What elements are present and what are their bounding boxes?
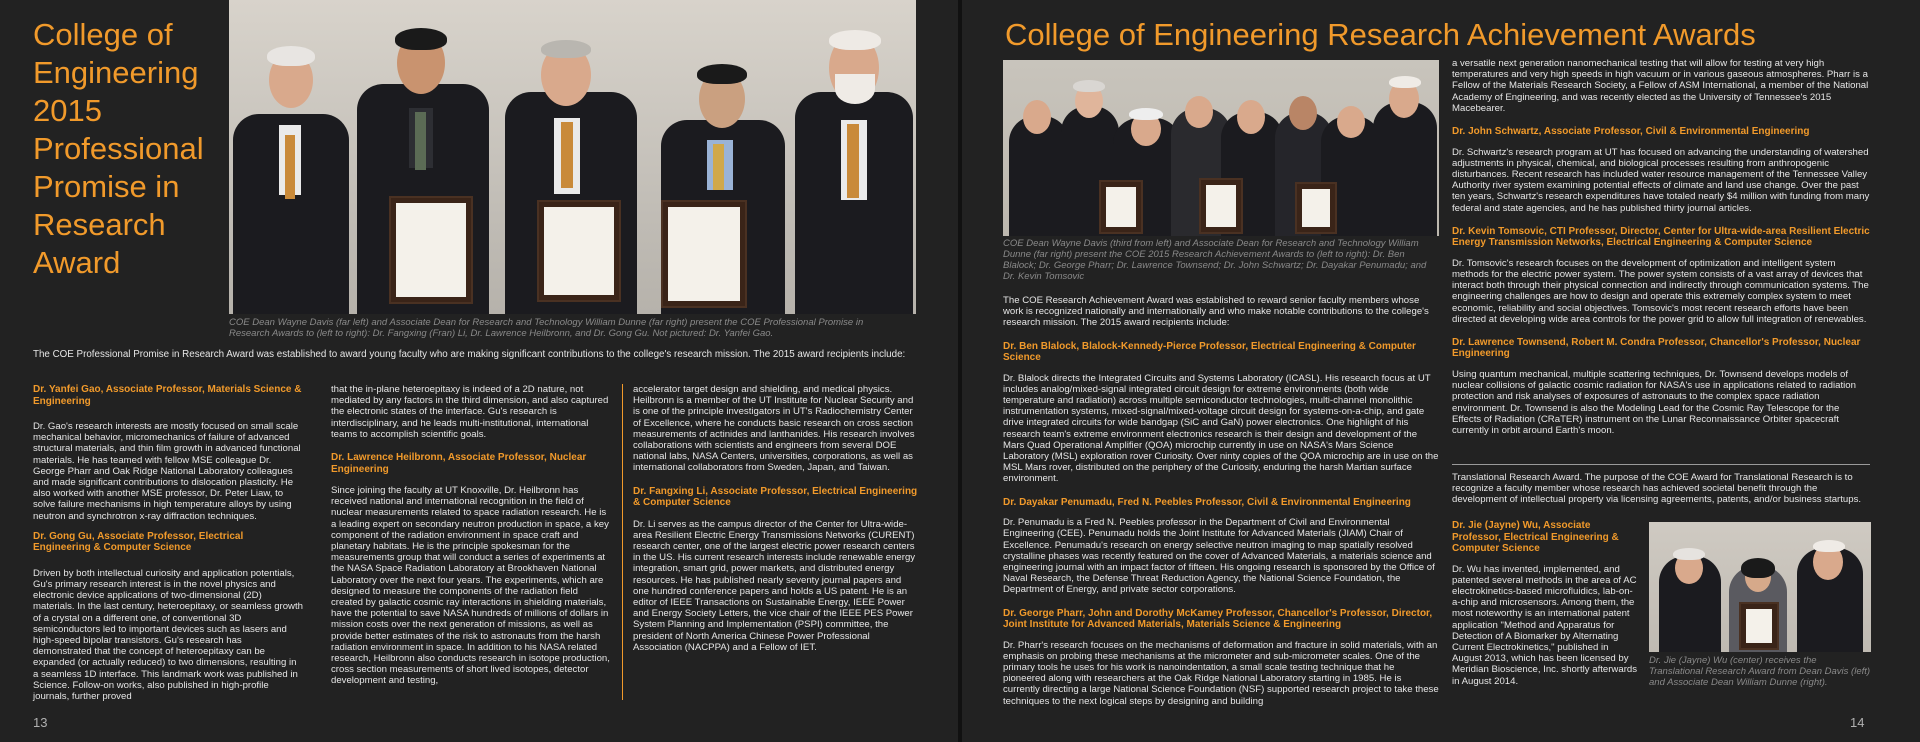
promise-intro: The COE Professional Promise in Research Award was established to award young faculty who are making significant contributions to the college's research mission. The 2015 award recipients include: — [33, 349, 906, 360]
translational-divider — [1452, 464, 1870, 465]
blalock-heading: Dr. Ben Blalock, Blalock-Kennedy-Pierce Professor, Electrical Engineering & Computer Science — [1003, 340, 1416, 364]
translational-award-photo — [1649, 522, 1871, 652]
tomsovic-bio: Dr. Tomsovic's research focuses on the development of optimization and intelligent system methods for the electric power system. The power system consists of a vast array of devices that interact both through their physical connection and indirectly through communication systems. The engineering challenges are how to design and operate this extremely complex system to meet economic, reliability and social objectives. Tomsovic's most recent research efforts have been directed at developing wide area controls for the power grid to allow full integration of renewables. — [1452, 257, 1869, 325]
gao-bio: Dr. Gao's research interests are mostly focused on small scale mechanical behavior, micromechanics of failure of advanced structural materials, and thin film growth in advanced functional materials. He has teamed with fellow MSE colleague Dr. George Pharr and Oak Ridge National Laboratory colleagues and made significant contributions to dislocation plasticity. He also worked with another MSE professor, Dr. Peter Liaw, to solve failure mechanisms in high temperature alloys by using neutron and synchrotron x-ray diffraction techniques. — [33, 421, 301, 522]
gu-bio-cont: that the in-plane heteroepitaxy is indeed of a 2D nature, not mediated by any factors in the third dimension, and also captured the electronic states of the interface. Gu's research is interdisciplinary, and he leads multi-institutional, international teams to accomplish scientific goals. — [331, 384, 609, 440]
pharr-bio: Dr. Pharr's research focuses on the mechanisms of deformation and fracture in solid materials, with an emphasis on probing these mechanisms at the micrometer and sub-micrometer scales. One of the primary tools he uses for his work is nanoindentation, a small scale testing technique that he pioneered along with researchers at the Oak Ridge National Laboratory starting in 1985. He is currently directing a large National Science Foundation (NSF) supported research project to take these techniques to the next logical steps by designing and building — [1003, 639, 1439, 707]
wu-photo-caption: Dr. Jie (Jayne) Wu (center) receives the Translational Research Award from Dean Davis (left) and Associate Dean William Dunne (right). — [1649, 655, 1871, 688]
promise-award-photo — [229, 0, 916, 314]
translational-intro: Translational Research Award. The purpose of the COE Award for Translational Research is to recognize a faculty member whose research has achieved societal benefit through the development of intellectual property via licensing agreements, patents, and/or business startups. — [1452, 472, 1862, 506]
left-column-3 — [633, 384, 918, 662]
wu-heading: Dr. Jie (Jayne) Wu, Associate Professor, Electrical Engineering & Computer Science — [1452, 520, 1619, 554]
schwartz-bio: Dr. Schwartz's research program at UT has focused on advancing the understanding of watershed adjustments in physical, chemical, and biological processes resulting from anthropogenic disturbances. Recent research has included water resource management of the Tennessee Valley Authority river system examining potential effects of climate and land use change. Over the past ten years, Schwartz's research expenditures have totaled nearly $4 million with funding from many federal and state agencies, and he has published thirty journal articles. — [1452, 146, 1870, 214]
right-column-2 — [1452, 58, 1870, 445]
right-page-title: College of Engineering Research Achievement Awards — [1005, 17, 1756, 52]
pharr-bio-cont: a versatile next generation nanomechanical testing that will allow for testing at very high temperatures and very high speeds in high vacuum or in various gaseous atmospheres. Pharr is a Fellow of the Materials Research Society, a Fellow of ASM International, a member of the National Academy of Engineering, and was recently elected as the University of Tennessee's 2015 Macebearer. — [1452, 58, 1869, 114]
wu-bio: Dr. Wu has invented, implemented, and patented several methods in the area of AC electrokinetics-based microfluidics, lab-on-a-chip and microsensors. Among them, the most noteworthy is an international patent application "Method and Apparatus for Detection of A Biomarker by Alternating Current Electrokinetics," published in August 2013, which has been licensed by Meridian Bioscience, Inc. shortly afterwards in August 2014. — [1452, 563, 1638, 687]
tomsovic-heading: Dr. Kevin Tomsovic, CTI Professor, Director, Center for Ultra-wide-area Resilient Electric Energy Transmission Networks, Electrical Engineering & Computer Science — [1452, 225, 1870, 249]
achievement-photo-caption: COE Dean Wayne Davis (third from left) and Associate Dean for Research and Technology William Dunne (far right) present the COE 2015 Research Achievement Awards to (left to right): Dr. Ben Blalock; Dr. George Pharr; Dr. Lawrence Townsend; Dr. John Schwartz; Dr. Dayakar Penumadu; and Dr. Kevin Tomsovic — [1003, 238, 1427, 282]
gu-bio: Driven by both intellectual curiosity and application potentials, Gu's primary research interest is in the novel physics and electronic device applications of two-dimensional (2D) materials. In the last century, heteroepitaxy, or seamless growth of a crystal on a different one, of conventional 3D semiconductors led to important devices such as lasers and high-speed bipolar transistors. Gu's research has demonstrated that the concept of heteroepitaxy can be expanded (or actually reduced) to two dimensions, resulting in a seamless 1D interface. This landmark work was published in Science. Follow-on works, also published in high-profile journals, further proved — [33, 567, 303, 703]
penumadu-bio: Dr. Penumadu is a Fred N. Peebles professor in the Department of Civil and Environmental Engineering (CEE). Penumadu holds the Joint Institute for Advanced Materials (JIAM) Chair of Excellence. Penumadu's research on energy selective neutron imaging to map spatially resolved crystalline phases was recently featured on the cover of Advanced Materials, a materials science and engineering journal with an impact factor of fifteen. His ongoing research is sponsored by the Office of Naval Research, the Defense Threat Reduction Agency, the National Science Foundation, the Department of Energy, and private sector corporations. — [1003, 517, 1435, 596]
right-column-1 — [1003, 295, 1439, 716]
schwartz-heading: Dr. John Schwartz, Associate Professor, Civil & Environmental Engineering — [1452, 126, 1810, 138]
page-number-left: 13 — [33, 715, 48, 730]
heilbronn-heading: Dr. Lawrence Heilbronn, Associate Professor, Nuclear Engineering — [331, 452, 587, 475]
achievement-intro: The COE Research Achievement Award was established to reward senior faculty members whose work is recognized nationally and internationally and who make notable contributions to the college's research mission. The 2015 award recipients include: — [1003, 295, 1429, 329]
left-column-1 — [33, 384, 303, 711]
left-column-2 — [331, 384, 611, 696]
penumadu-heading: Dr. Dayakar Penumadu, Fred N. Peebles Professor, Civil & Environmental Engineering — [1003, 496, 1411, 508]
townsend-bio: Using quantum mechanical, multiple scattering techniques, Dr. Townsend develops models of nuclear collisions of galactic cosmic radiation for NASA's use in applications related to radiation protection and risk analyses of exposures of astronauts to the complex space radiation environment. Dr. Townsend is also the Modeling Lead for the Cosmic Ray Telescope for the Effects of Radiation (CRaTER) instrument on the Lunar Reconnaissance Orbiter spacecraft currently in orbit around Earth's moon. — [1452, 368, 1856, 436]
gu-heading: Dr. Gong Gu, Associate Professor, Electrical Engineering & Computer Science — [33, 530, 244, 554]
left-page-title: College of Engineering 2015 Professional Promise in Research Award — [33, 17, 204, 280]
pharr-heading: Dr. George Pharr, John and Dorothy McKamey Professor, Chancellor's Professor, Director, Joint Institute for Advanced Materials, Materials Science & Engineering — [1003, 607, 1433, 631]
li-heading: Dr. Fangxing Li, Associate Professor, Electrical Engineering & Computer Science — [633, 485, 918, 509]
achievement-award-photo — [1003, 60, 1439, 236]
promise-photo-caption: COE Dean Wayne Davis (far left) and Associate Dean for Research and Technology William Dunne (far right) present the COE Professional Promise in Research Awards to (left to right): Dr. Fangxing (Fran) Li, Dr. Lawrence Heilbronn, and Dr. Gong Gu. Not pictured: Dr. Yanfei Gao. — [229, 317, 864, 339]
gao-heading: Dr. Yanfei Gao, Associate Professor, Materials Science & Engineering — [33, 384, 302, 407]
left-column-divider — [622, 384, 623, 700]
li-bio: Dr. Li serves as the campus director of the Center for Ultra-wide-area Resilient Electric Energy Transmissions Networks (CURENT) research center, one of the largest electric power research centers in the US. His current research interests include renewable energy integration, smart grid, power markets, and distributed energy resources. He has published nearly seventy journal papers and one hundred conference papers and holds a US patent. He is an editor of IEEE Transactions on Sustainable Energy, IEEE Power and Energy Society Letters, the vice chair of the IEEE PES Power System Planning and Implementation (PSPI) committee, the president of North America Chinese Power Professional Association (NACPPA) and a Fellow of IET. — [633, 518, 916, 653]
wu-column — [1452, 520, 1638, 696]
townsend-heading: Dr. Lawrence Townsend, Robert M. Condra Professor, Chancellor's Professor, Nuclear Engineering — [1452, 336, 1861, 360]
blalock-bio: Dr. Blalock directs the Integrated Circuits and Systems Laboratory (ICASL). His research focus at UT includes analog/mixed-signal integrated circuit design for extreme environments (both wide temperature and radiation) across multiple semiconductor technologies, multi-channel monolithic instrumentation systems, mixed-signal/mixed-voltage circuit design for systems-on-a-chip, and gate drive integrated circuits for wide bandgap (SiC and GaN) power electronics. One highlight of his research team's extreme environment electronics research is their design and development of the Mars Quad Operational Amplifier (QOA) microchip currently in use on NASA's Mars Science Laboratory (MSL) exploration rover Curiosity. Over ninty copies of the QOA microchip are in use on the MSL Mars rover, distributed on the periphery of the Curiosity, enduring the harsh Martian surface environment. — [1003, 372, 1439, 485]
heilbronn-bio-cont: accelerator target design and shielding, and medical physics. Heilbronn is a member of the UT Institute for Nuclear Security and is one of the principle investigators in UT's Radiochemistry Center of Excellence, where he conducts basic research on cross section measurements of actinides and lanthanides. His research involves collaborations with scientists and engineers from several DOE national labs, NASA Centers, universities, corporations, as well as international collaborators from Sweden, Japan, and Taiwan. — [633, 384, 915, 474]
heilbronn-bio: Since joining the faculty at UT Knoxville, Dr. Heilbronn has received national and international recognition in the field of nuclear measurements related to space radiation research. He is a leading expert on secondary neutron production in space, a key component of the radiation environment in space craft and planetary habitats. He is the principle spokesman for the measurements group that will conduct a series of experiments at the NASA Space Radiation Laboratory at Brookhaven National Laboratory over the next four years. The experiments, which are designed to measure the components of the radiation field created by galactic cosmic ray interactions in shielding materials, have the potential to save NASA hundreds of millions of dollars in mission costs over the next generation of missions, as well as provide better estimates of the risk to astronauts from the harsh radiation environment in space. In addition to his NASA related research, Heilbronn also conducts research in isotope production, cross section measurements of short lived isotopes, detector development and testing, — [331, 485, 610, 687]
page-number-right: 14 — [1850, 715, 1865, 730]
